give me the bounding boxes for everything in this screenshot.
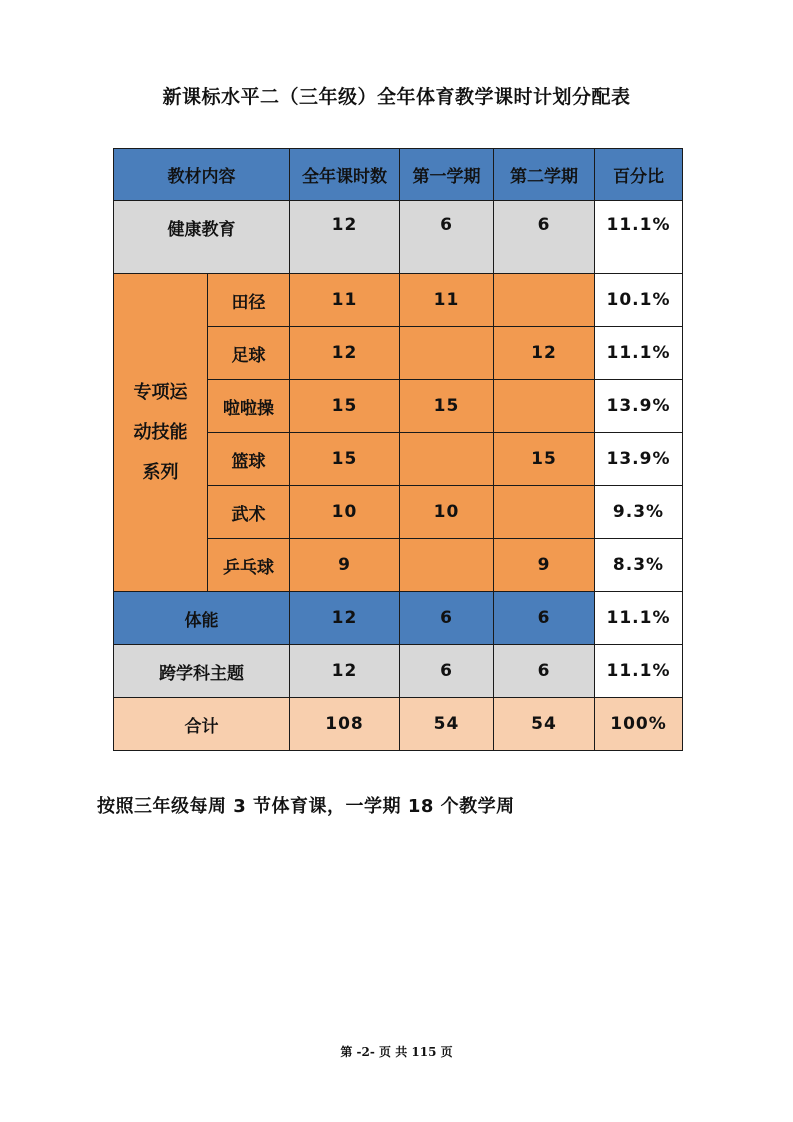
- table-row-cross: [114, 645, 683, 698]
- cell-total: 108: [290, 698, 400, 751]
- cell-total: 12: [290, 201, 400, 274]
- page-footer: 第 -2- 页 共 115 页: [340, 1045, 453, 1059]
- cell-term2: [494, 486, 595, 539]
- row-name: 武术: [208, 486, 290, 539]
- header-total: 全年课时数: [290, 149, 400, 201]
- category-line: 系列: [142, 461, 179, 483]
- category-line: 动技能: [133, 421, 188, 443]
- row-name: 足球: [208, 327, 290, 380]
- cell-percent: 10.1%: [595, 274, 683, 327]
- cell-percent: 11.1%: [595, 592, 683, 645]
- header-term1: 第一学期: [400, 149, 494, 201]
- cell-total: 11: [290, 274, 400, 327]
- cell-percent: 8.3%: [595, 539, 683, 592]
- cell-term2: 6: [494, 645, 595, 698]
- cell-term1: 6: [400, 201, 494, 274]
- cell-total: 10: [290, 486, 400, 539]
- cell-percent: 11.1%: [595, 201, 683, 274]
- cell-term2: 15: [494, 433, 595, 486]
- row-name: 健康教育: [114, 201, 290, 274]
- cell-percent: 9.3%: [595, 486, 683, 539]
- cell-term1: [400, 433, 494, 486]
- cell-term1: [400, 327, 494, 380]
- cell-percent: 13.9%: [595, 380, 683, 433]
- cell-term2: [494, 274, 595, 327]
- row-name: 跨学科主题: [114, 645, 290, 698]
- category-special: [114, 274, 208, 592]
- row-name: 田径: [208, 274, 290, 327]
- cell-term2: 12: [494, 327, 595, 380]
- cell-term1: 15: [400, 380, 494, 433]
- header-content: 教材内容: [114, 149, 290, 201]
- cell-term1: 6: [400, 592, 494, 645]
- cell-percent: 100%: [595, 698, 683, 751]
- cell-total: 15: [290, 433, 400, 486]
- header-term2: 第二学期: [494, 149, 595, 201]
- cell-term2: 54: [494, 698, 595, 751]
- cell-term1: [400, 539, 494, 592]
- cell-total: 12: [290, 645, 400, 698]
- table-row-total: [114, 698, 683, 751]
- row-name: 乒乓球: [208, 539, 290, 592]
- cell-percent: 13.9%: [595, 433, 683, 486]
- row-name: 篮球: [208, 433, 290, 486]
- cell-percent: 11.1%: [595, 327, 683, 380]
- cell-term1: 6: [400, 645, 494, 698]
- row-name: 体能: [114, 592, 290, 645]
- header-row: [114, 149, 683, 201]
- cell-total: 12: [290, 327, 400, 380]
- row-name: 合计: [114, 698, 290, 751]
- table-row-health: [114, 201, 683, 274]
- row-name: 啦啦操: [208, 380, 290, 433]
- cell-term2: 6: [494, 201, 595, 274]
- cell-term2: 9: [494, 539, 595, 592]
- cell-total: 15: [290, 380, 400, 433]
- table-row-special: [114, 274, 683, 327]
- cell-percent: 11.1%: [595, 645, 683, 698]
- cell-term1: 54: [400, 698, 494, 751]
- category-line: 专项运: [133, 381, 188, 403]
- cell-term2: 6: [494, 592, 595, 645]
- table-row-fitness: [114, 592, 683, 645]
- cell-term2: [494, 380, 595, 433]
- schedule-note: 按照三年级每周 3 节体育课，一学期 18 个教学周: [97, 796, 515, 817]
- page-title: 新课标水平二（三年级）全年体育教学课时计划分配表: [162, 86, 631, 108]
- cell-term1: 11: [400, 274, 494, 327]
- cell-total: 9: [290, 539, 400, 592]
- cell-term1: 10: [400, 486, 494, 539]
- allocation-table: [113, 148, 683, 751]
- cell-total: 12: [290, 592, 400, 645]
- header-percent: 百分比: [595, 149, 683, 201]
